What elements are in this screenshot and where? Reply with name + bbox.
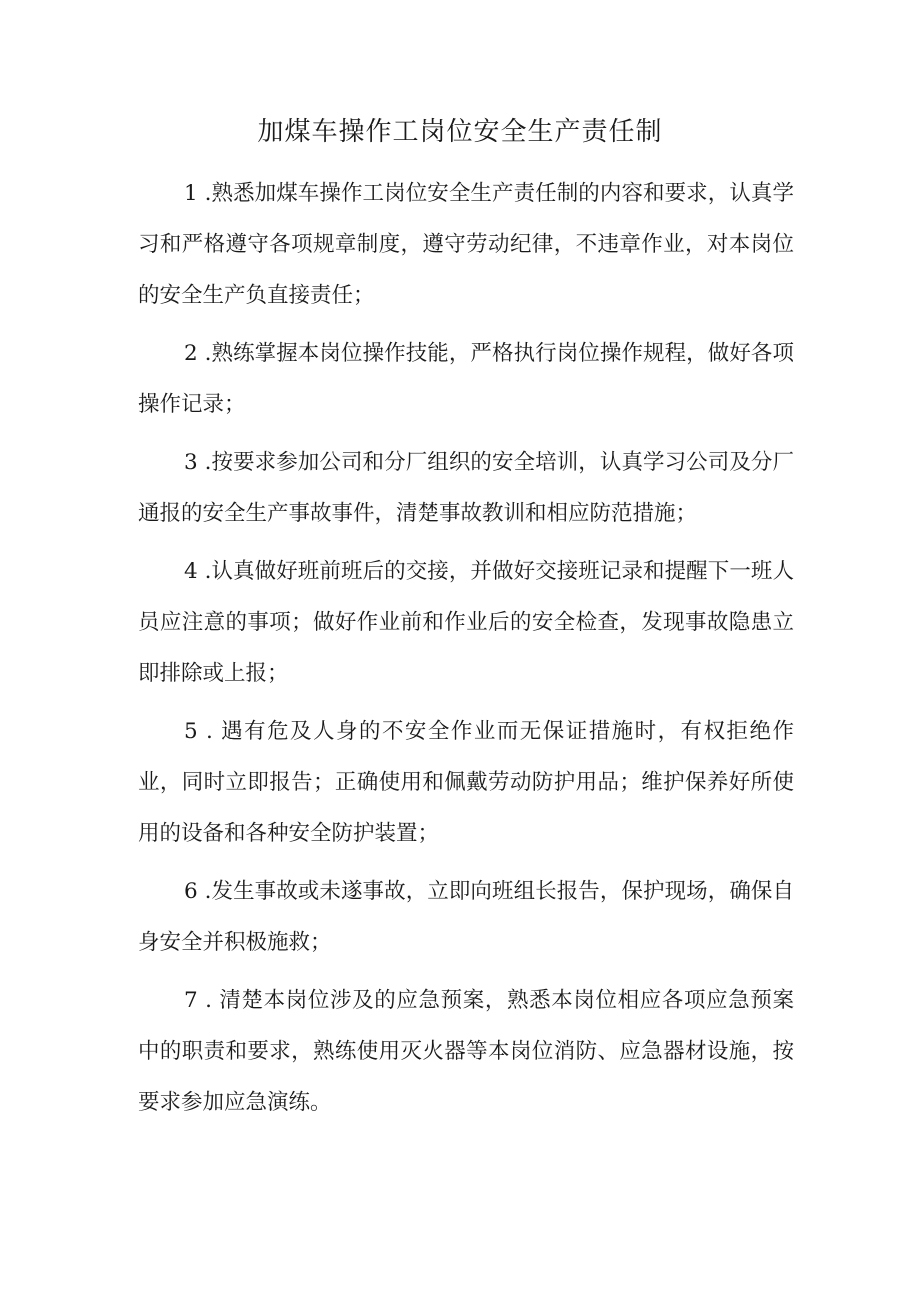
document-body xyxy=(138,168,794,1135)
document-title: 加煤车操作工岗位安全生产责任制 xyxy=(257,117,663,147)
clause-5: 5 . 遇有危及人身的不安全作业而无保证措施时，有权拒绝作业，同时立即报告；正确使用和佩戴劳动防护用品；维护保养好所使用的设备和各种安全防护装置； xyxy=(138,719,794,846)
clause-2: 2 .熟练掌握本岗位操作技能，严格执行岗位操作规程，做好各项操作记录； xyxy=(138,341,794,417)
clause-6: 6 .发生事故或未遂事故，立即向班组长报告，保护现场，确保自身安全并积极施救； xyxy=(138,879,794,955)
clause-7: 7 . 清楚本岗位涉及的应急预案，熟悉本岗位相应各项应急预案中的职责和要求，熟练使用灭火器等本岗位消防、应急器材设施，按要求参加应急演练。 xyxy=(138,988,794,1115)
clause-1: 1 .熟悉加煤车操作工岗位安全生产责任制的内容和要求，认真学习和严格遵守各项规章制度，遵守劳动纪律，不违章作业，对本岗位的安全生产负直接责任； xyxy=(138,181,794,308)
clause-4: 4 .认真做好班前班后的交接，并做好交接班记录和提醒下一班人员应注意的事项；做好作业前和作业后的安全检查，发现事故隐患立即排除或上报； xyxy=(138,559,794,686)
clause-3: 3 .按要求参加公司和分厂组织的安全培训，认真学习公司及分厂通报的安全生产事故事件，清楚事故教训和相应防范措施； xyxy=(138,450,794,526)
